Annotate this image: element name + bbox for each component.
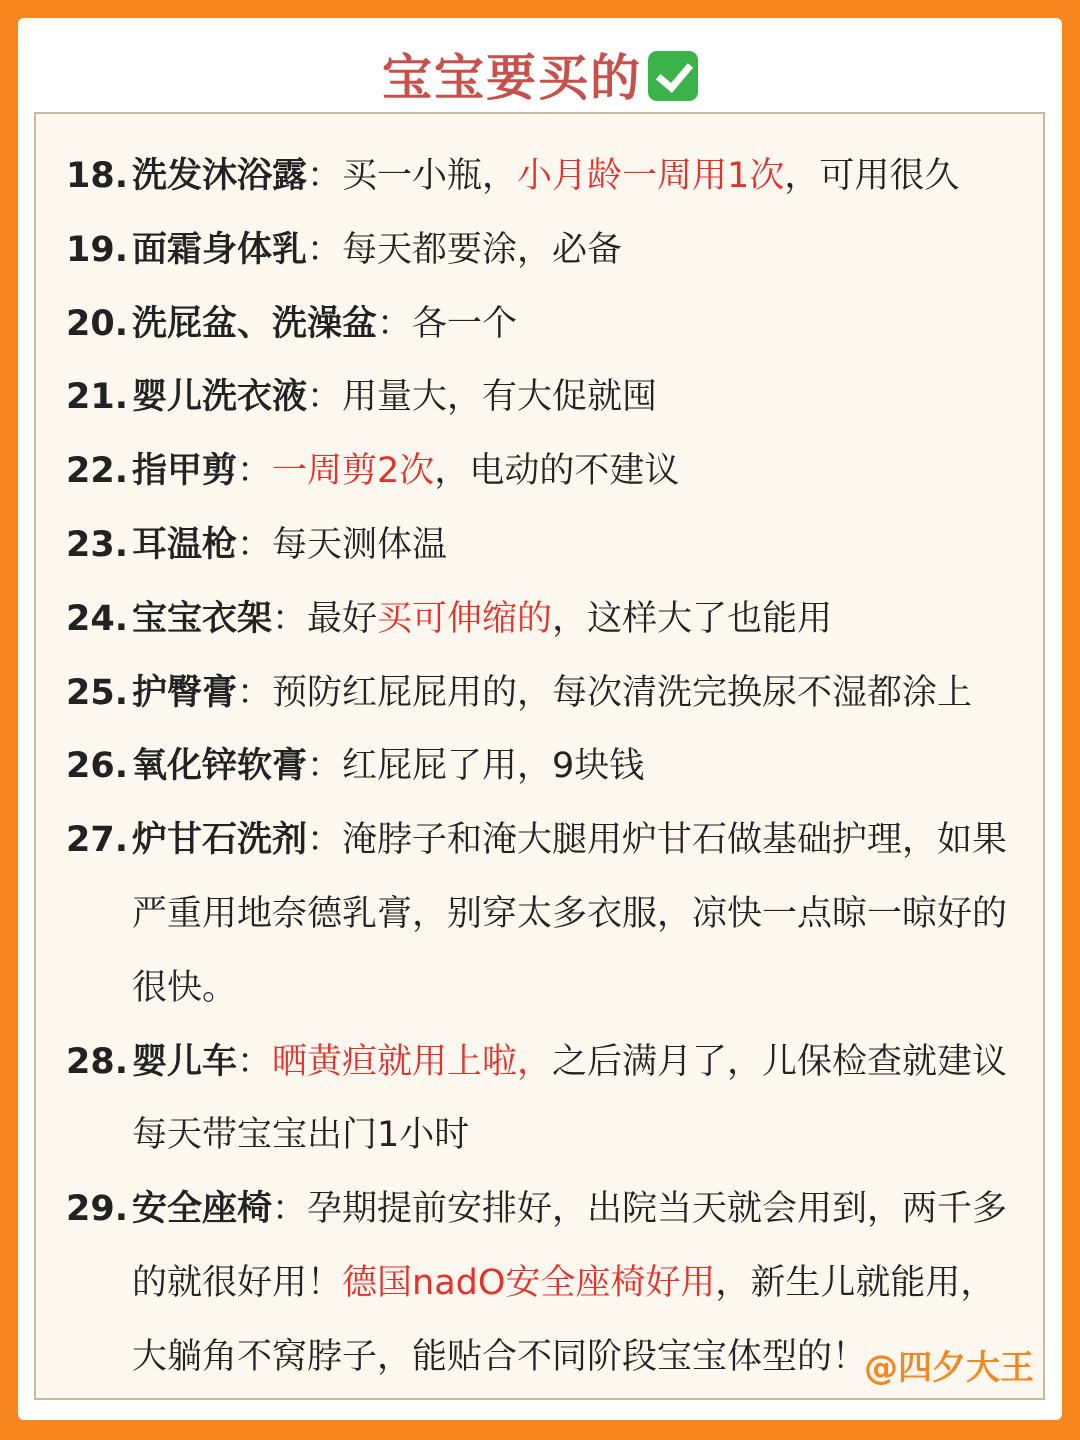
author-watermark: @四夕大王 — [864, 1348, 1034, 1388]
item-separator: ： — [307, 229, 343, 270]
item-text-after: ，这样大了也能用 — [552, 598, 833, 639]
item-text: 每天测体温 — [272, 524, 448, 565]
content-card — [34, 112, 1045, 1400]
item-text-after: ，新生儿就能用，大躺角不窝脖子，能贴合不同阶段宝宝体型的！ — [132, 1262, 996, 1377]
list-item — [66, 361, 1011, 435]
item-number: 23. — [66, 524, 129, 565]
item-body — [132, 657, 1011, 731]
item-name: 安全座椅 — [132, 1189, 273, 1230]
item-body — [132, 435, 1011, 509]
item-body — [132, 730, 1011, 804]
item-number: 24. — [66, 598, 129, 639]
item-number: 25. — [66, 672, 129, 713]
item-text: 预防红屁屁用的，每次清洗完换尿不湿都涂上 — [272, 672, 973, 713]
item-separator: ： — [237, 524, 273, 565]
item-text: 各一个 — [412, 303, 518, 344]
item-number: 19. — [66, 229, 129, 270]
item-body — [132, 509, 1011, 583]
item-text: 红屁屁了用，9块钱 — [342, 746, 645, 787]
item-body — [132, 1026, 1011, 1174]
item-body — [132, 361, 1011, 435]
list-item — [66, 288, 1011, 362]
item-highlight: 一周剪2次 — [272, 451, 435, 492]
item-separator: ： — [307, 820, 343, 861]
item-separator: ： — [237, 1041, 273, 1082]
item-highlight: 德国nadO安全座椅好用 — [342, 1262, 716, 1303]
item-body — [132, 140, 1011, 214]
item-text: 每天都要涂，必备 — [342, 229, 623, 270]
check-mark-button-icon — [648, 51, 698, 101]
list-item — [66, 435, 1011, 509]
item-name: 炉甘石洗剂 — [132, 820, 308, 861]
item-name: 面霜身体乳 — [132, 229, 308, 270]
item-text: 淹脖子和淹大腿用炉甘石做基础护理，如果严重用地奈德乳膏，别穿太多衣服，凉快一点晾一晾好的很快。 — [132, 820, 1008, 1008]
item-highlight: 小月龄一周用1次 — [517, 156, 785, 196]
item-highlight: 买可伸缩的 — [377, 598, 553, 639]
item-text-after: ，电动的不建议 — [434, 451, 680, 492]
item-name: 宝宝衣架 — [132, 598, 273, 639]
item-separator: ： — [272, 1189, 308, 1230]
item-body — [132, 804, 1011, 1025]
item-number: 18. — [66, 156, 129, 196]
item-number: 29. — [66, 1189, 129, 1230]
list-item — [66, 583, 1011, 657]
list-item — [66, 214, 1011, 288]
item-number: 27. — [66, 820, 129, 861]
item-body — [132, 583, 1011, 657]
item-list — [66, 140, 1011, 1395]
item-body — [132, 288, 1011, 362]
item-separator: ： — [237, 451, 273, 492]
item-text: 孕期提前安排好，出院当天就会用到，两千多的就很好用！ — [132, 1189, 1008, 1303]
item-separator: ： — [237, 672, 273, 713]
list-item — [66, 140, 1011, 214]
item-body — [132, 214, 1011, 288]
item-number: 20. — [66, 303, 129, 344]
item-number: 28. — [66, 1041, 129, 1082]
list-item — [66, 804, 1011, 1025]
list-item — [66, 657, 1011, 731]
item-name: 洗发沐浴露 — [132, 156, 308, 196]
item-text-after: ，可用很久 — [784, 156, 960, 196]
item-name: 护臀膏 — [132, 672, 238, 713]
list-item — [66, 509, 1011, 583]
item-name: 婴儿车 — [132, 1041, 238, 1082]
item-text: 买一小瓶， — [342, 156, 518, 196]
item-separator: ： — [307, 377, 343, 418]
title-text: 宝宝要买的 — [382, 49, 642, 107]
item-name: 指甲剪 — [132, 451, 238, 492]
item-number: 26. — [66, 746, 129, 787]
item-number: 21. — [66, 377, 129, 418]
item-highlight: 晒黄疸就用上啦， — [272, 1041, 553, 1082]
item-number: 22. — [66, 451, 129, 492]
item-text: 用量大，有大促就囤 — [342, 377, 658, 418]
list-item — [66, 1026, 1011, 1174]
item-name: 氧化锌软膏 — [132, 746, 308, 787]
item-separator: ： — [272, 598, 308, 639]
item-name: 婴儿洗衣液 — [132, 377, 308, 418]
item-name: 耳温枪 — [132, 524, 238, 565]
page-title — [0, 38, 1080, 110]
item-name: 洗屁盆、洗澡盆 — [132, 303, 378, 344]
item-separator: ： — [307, 156, 343, 196]
item-separator: ： — [307, 746, 343, 787]
item-text: 最好 — [307, 598, 378, 639]
item-text-after: 之后满月了，儿保检查就建议每天带宝宝出门1小时 — [132, 1041, 1008, 1156]
item-separator: ： — [377, 303, 413, 344]
list-item — [66, 730, 1011, 804]
